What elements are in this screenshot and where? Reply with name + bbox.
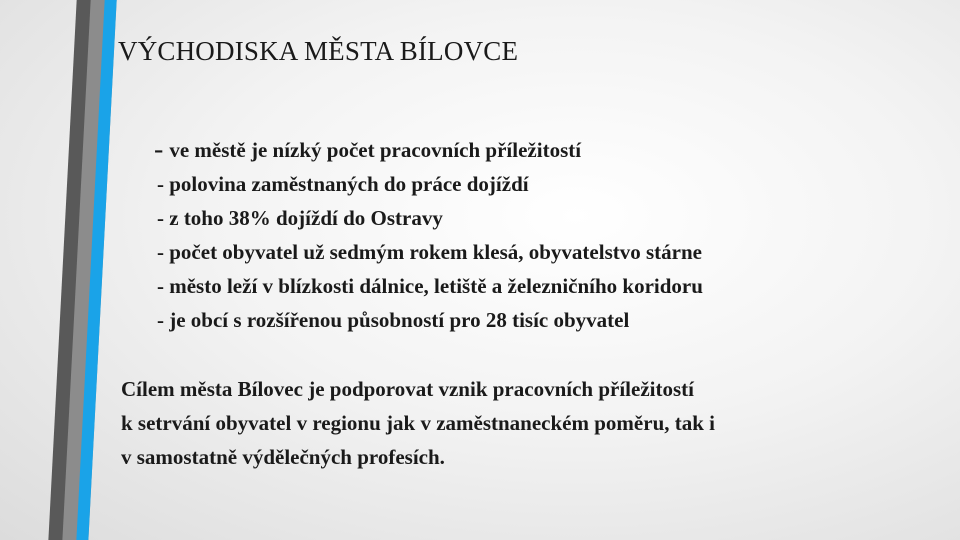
bullet-item: - z toho 38% dojíždí do Ostravy [157, 206, 443, 230]
bullet-dash: - [154, 134, 164, 165]
bullet-text: ve městě je nízký počet pracovních příležitostí [169, 138, 582, 162]
goal-line: k setrvání obyvatel v regionu jak v zaměstnaneckém poměru, tak i [121, 411, 715, 435]
goal-line: v samostatně výdělečných profesích. [121, 445, 445, 469]
bullet-item: - město leží v blízkosti dálnice, letiště a železničního koridoru [157, 274, 703, 298]
bullet-list [154, 133, 703, 337]
goal-line: Cílem města Bílovec je podporovat vznik pracovních příležitostí [121, 377, 694, 401]
bullet-item [154, 133, 703, 167]
slide-title: VÝCHODISKA MĚSTA BÍLOVCE [118, 36, 519, 66]
goal-paragraph [121, 372, 931, 474]
bullet-item: - je obcí s rozšířenou působností pro 28 tisíc obyvatel [157, 308, 630, 332]
bullet-item: - polovina zaměstnaných do práce dojíždí [157, 172, 529, 196]
bullet-item: - počet obyvatel už sedmým rokem klesá, obyvatelstvo stárne [157, 240, 702, 264]
